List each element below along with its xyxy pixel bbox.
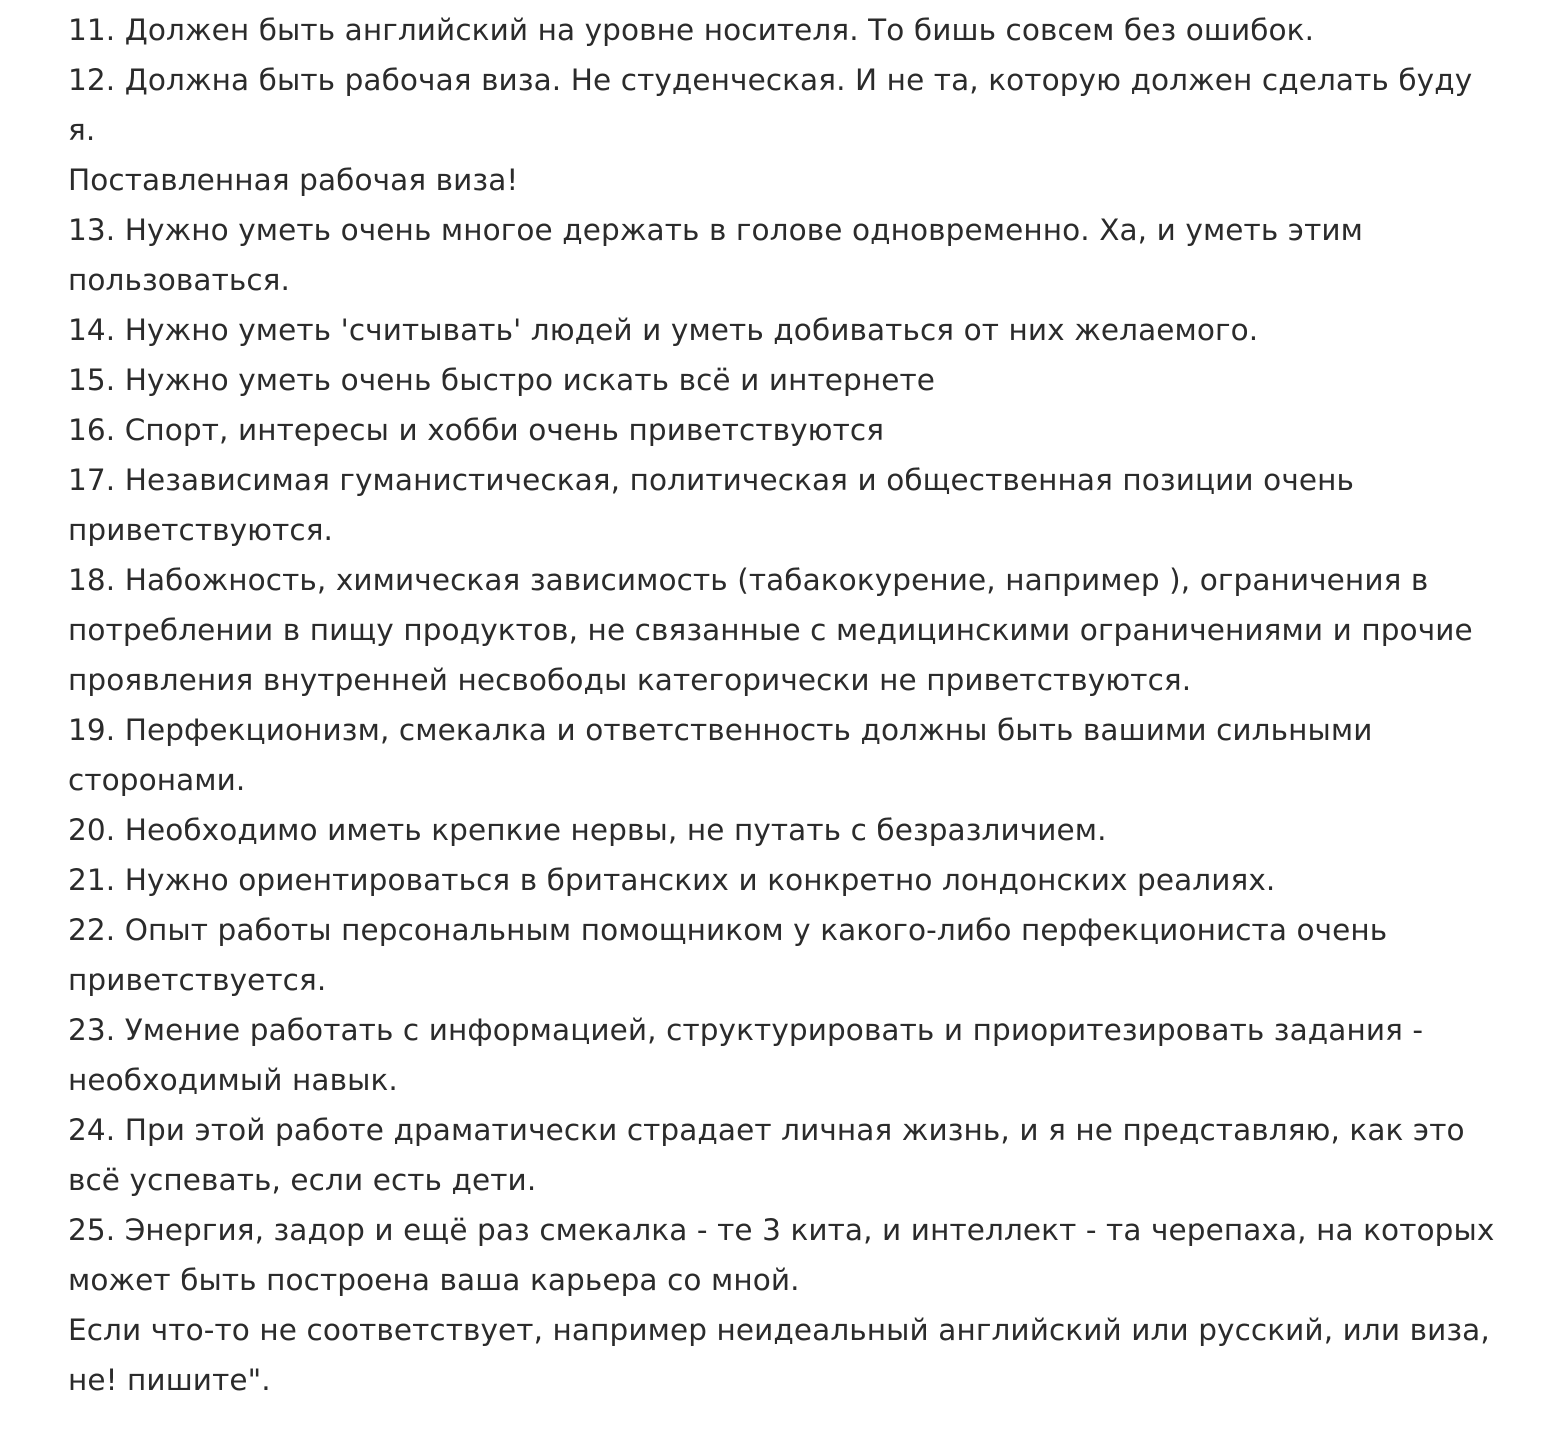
paragraph-item-24: 24. При этой работе драматически страдает личная жизнь, и я не представляю, как это всё успевать, если есть дети. bbox=[68, 1113, 1465, 1197]
paragraph-item-17: 17. Независимая гуманистическая, политическая и общественная позиции очень приветствуются. bbox=[68, 463, 1354, 547]
paragraph-closing: Если что-то не соответствует, например неидеальный английский или русский, или виза, не! пишите". bbox=[68, 1313, 1490, 1397]
document-body bbox=[68, 5, 1508, 1405]
paragraph-item-20: 20. Необходимо иметь крепкие нервы, не путать с безразличием. bbox=[68, 813, 1107, 847]
paragraph-item-13: 13. Нужно уметь очень многое держать в голове одновременно. Ха, и уметь этим пользоваться. bbox=[68, 213, 1363, 297]
paragraph-item-14: 14. Нужно уметь 'считывать' людей и уметь добиваться от них желаемого. bbox=[68, 313, 1259, 347]
paragraph-item-15: 15. Нужно уметь очень быстро искать всё и интернете bbox=[68, 363, 936, 397]
paragraph-item-11: 11. Должен быть английский на уровне носителя. То бишь совсем без ошибок. bbox=[68, 13, 1315, 47]
paragraph-item-12: 12. Должна быть рабочая виза. Не студенческая. И не та, которую должен сделать буду я. bbox=[68, 63, 1473, 147]
paragraph-item-16: 16. Спорт, интересы и хобби очень приветствуются bbox=[68, 413, 885, 447]
paragraph-item-19: 19. Перфекционизм, смекалка и ответственность должны быть вашими сильными сторонами. bbox=[68, 713, 1373, 797]
paragraph-note-visa: Поставленная рабочая виза! bbox=[68, 163, 519, 197]
paragraph-item-22: 22. Опыт работы персональным помощником у какого-либо перфекциониста очень приветствуется. bbox=[68, 913, 1388, 997]
paragraph-item-25: 25. Энергия, задор и ещё раз смекалка - те 3 кита, и интеллект - та черепаха, на которых может быть построена ваша карьера со мной. bbox=[68, 1213, 1495, 1297]
paragraph-item-21: 21. Нужно ориентироваться в британских и конкретно лондонских реалиях. bbox=[68, 863, 1276, 897]
paragraph-item-23: 23. Умение работать с информацией, структурировать и приоритезировать задания - необходимый навык. bbox=[68, 1013, 1424, 1097]
paragraph-item-18: 18. Набожность, химическая зависимость (табакокурение, например ), ограничения в потреблении в пищу продуктов, не связанные с медицинскими ограничениями и прочие проявления внутренней несвободы категорически не приветствуются. bbox=[68, 563, 1473, 697]
